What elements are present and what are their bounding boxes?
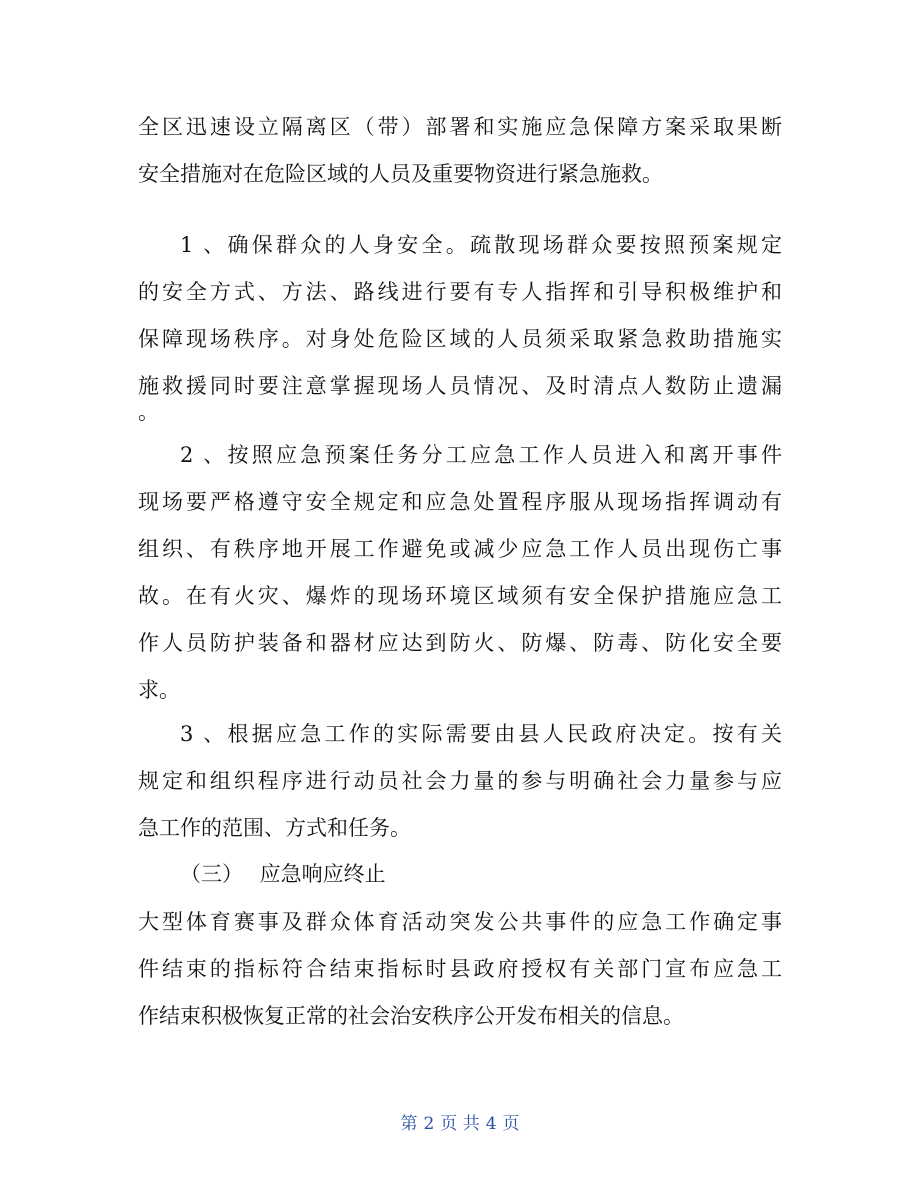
paragraph-line: 全区迅速设立隔离区（带）部署和实施应急保障方案采取果断: [138, 115, 782, 139]
paragraph-line: 规定和组织程序进行动员社会力量的参与明确社会力量参与应: [138, 769, 782, 793]
paragraph-line: 急工作的范围、方式和任务。: [138, 816, 411, 840]
paragraph-line: 作结束积极恢复正常的社会治安秩序公开发布相关的信息。: [138, 1004, 684, 1028]
paragraph-line: 2 、按照应急预案任务分工应急工作人员进入和离开事件: [180, 443, 782, 467]
section-heading: （三） 应急响应终止: [180, 862, 386, 886]
page-prefix: 第: [400, 1114, 418, 1134]
paragraph-line: 件结束的指标符合结束指标时县政府授权有关部门宣布应急工: [138, 957, 782, 981]
paragraph-line: 故。在有火灾、爆炸的现场环境区域须有安全保护措施应急工: [138, 584, 782, 608]
paragraph-line: 施救援同时要注意掌握现场人员情况、及时清点人数防止遗漏: [138, 374, 782, 398]
paragraph-line: 现场要严格遵守安全规定和应急处置程序服从现场指挥调动有: [138, 490, 782, 514]
page-number: 2: [423, 1114, 435, 1134]
paragraph-line: 保障现场秩序。对身处危险区域的人员须采取紧急救助措施实: [138, 327, 782, 351]
page-mid: 页 共: [440, 1114, 480, 1134]
paragraph-line: 1 、确保群众的人身安全。疏散现场群众要按照预案规定: [180, 233, 782, 257]
page-total: 4: [485, 1114, 497, 1134]
paragraph-line: 3 、根据应急工作的实际需要由县人民政府决定。按有关: [180, 722, 782, 746]
paragraph-line: 的安全方式、方法、路线进行要有专人指挥和引导积极维护和: [138, 280, 782, 304]
page-suffix: 页: [502, 1114, 520, 1134]
paragraph-line: 组织、有秩序地开展工作避免或减少应急工作人员出现伤亡事: [138, 537, 782, 561]
paragraph-line: 安全措施对在危险区域的人员及重要物资进行紧急施救。: [138, 162, 663, 186]
paragraph-line: 求。: [138, 678, 180, 702]
paragraph-line: 作人员防护装备和器材应达到防火、防爆、防毒、防化安全要: [138, 631, 782, 655]
paragraph-line: 大型体育赛事及群众体育活动突发公共事件的应急工作确定事: [138, 910, 782, 934]
paragraph-line: 。: [138, 400, 159, 424]
page-footer: [0, 1111, 920, 1137]
